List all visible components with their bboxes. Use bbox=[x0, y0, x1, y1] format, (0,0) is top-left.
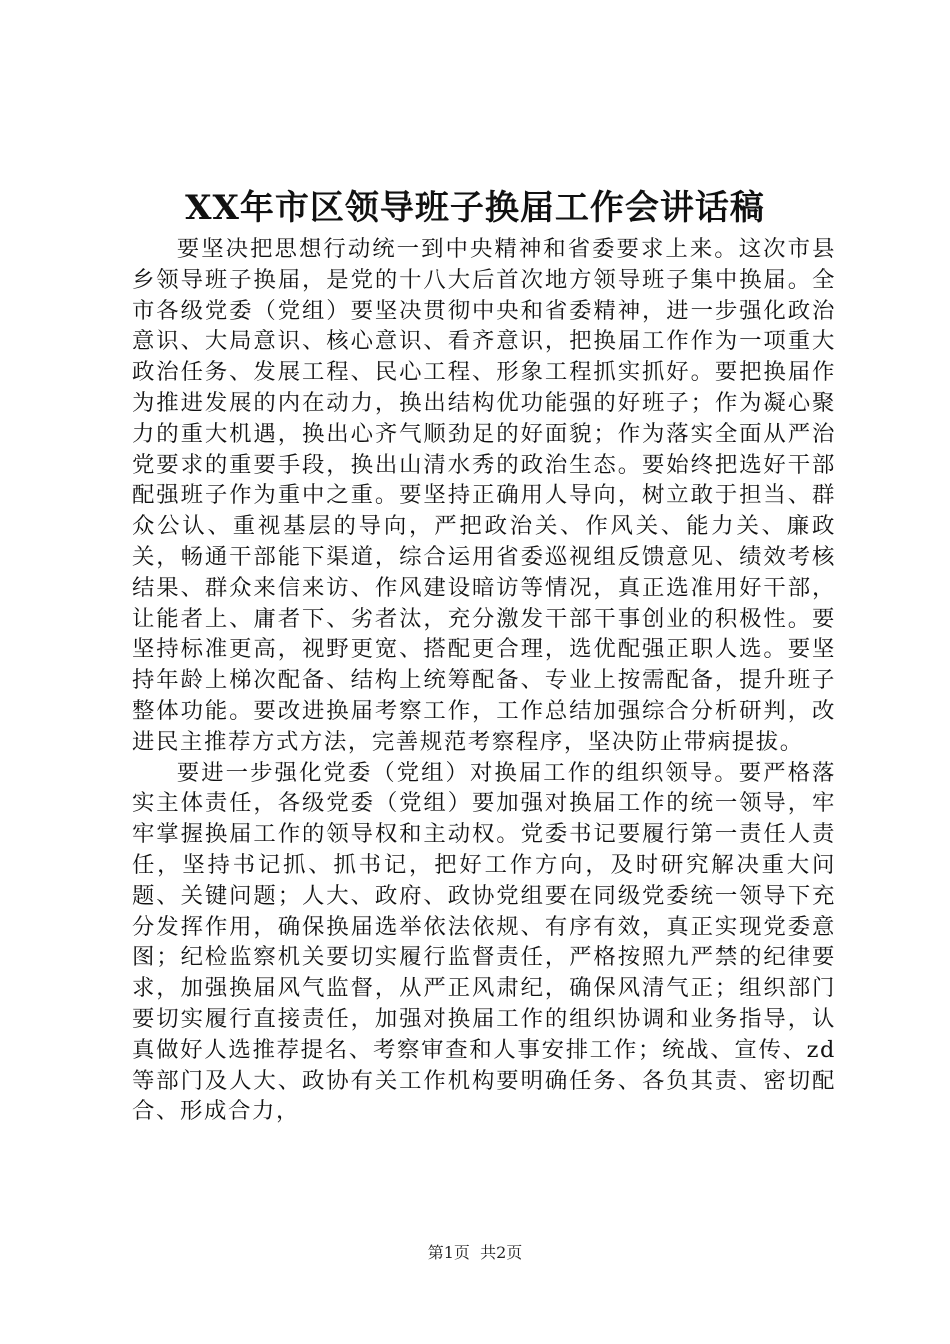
paragraph-1: 要坚决把思想行动统一到中央精神和省委要求上来。这次市县乡领导班子换届，是党的十八大后首次地方领导班子集中换届。全市各级党委（党组）要坚决贯彻中央和省委精神，进一步强化政治意识、大局意识、核心意识、看齐意识，把换届工作作为一项重大政治任务、发展工程、民心工程、形象工程抓实抓好。要把换届作为推进发展的内在动力，换出结构优功能强的好班子；作为凝心聚力的重大机遇，换出心齐气顺劲足的好面貌；作为落实全面从严治党要求的重要手段，换出山清水秀的政治生态。要始终把选好干部配强班子作为重中之重。要坚持正确用人导向，树立敢于担当、群众公认、重视基层的导向，严把政治关、作风关、能力关、廉政关，畅通干部能下渠道，综合运用省委巡视组反馈意见、绩效考核结果、群众来信来访、作风建设暗访等情况，真正选准用好干部，让能者上、庸者下、劣者汰，充分激发干部干事创业的积极性。要坚持标准更高，视野更宽、搭配更合理，选优配强正职人选。要坚持年龄上梯次配备、结构上统筹配备、专业上按需配备，提升班子整体功能。要改进换届考察工作，工作总结加强综合分析研判，改进民主推荐方式方法，完善规范考察程序，坚决防止带病提拔。 bbox=[132, 236, 836, 755]
document-title: XX年市区领导班子换届工作会讲话稿 bbox=[185, 188, 765, 228]
paragraph-2: 要进一步强化党委（党组）对换届工作的组织领导。要严格落实主体责任，各级党委（党组）要加强对换届工作的统一领导，牢牢掌握换届工作的领导权和主动权。党委书记要履行第一责任人责任，坚持书记抓、抓书记，把好工作方向，及时研究解决重大问题、关键问题；人大、政府、政协党组要在同级党委统一领导下充分发挥作用，确保换届选举依法依规、有序有效，真正实现党委意图；纪检监察机关要切实履行监督责任，严格按照九严禁的纪律要求，加强换届风气监督，从严正风肃纪，确保风清气正；组织部门要切实履行直接责任，加强对换届工作的组织协调和业务指导，认真做好人选推荐提名、考察审查和人事安排工作；统战、宣传、zd等部门及人大、政协有关工作机构要明确任务、各负其责、密切配合、形成合力， bbox=[132, 759, 836, 1125]
document-body bbox=[132, 234, 836, 1127]
page-number-footer: 第1页 共2页 bbox=[427, 1243, 523, 1262]
